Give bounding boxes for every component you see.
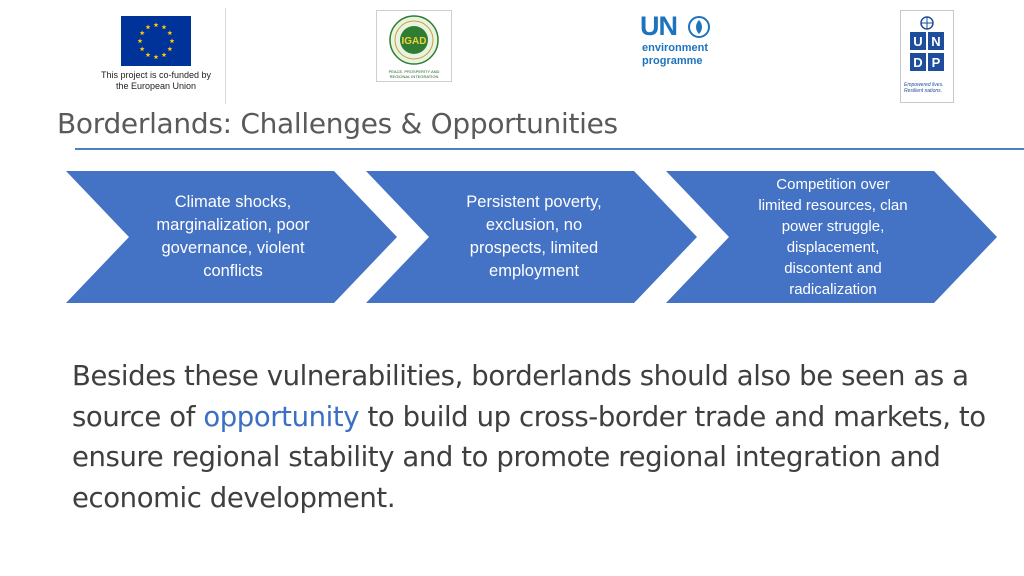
eu-caption-line2: the European Union: [115, 81, 197, 91]
eu-caption-line1: This project is co-funded by: [100, 70, 212, 80]
undp-letter: N: [931, 34, 941, 49]
highlight-opportunity: opportunity: [203, 400, 360, 433]
unep-line1: environment: [642, 42, 709, 54]
paragraph-before: Besides these vulnerabilities, borderlands should also be seen as a source of: [72, 360, 969, 433]
chevron-1-line: Climate shocks,: [174, 193, 292, 211]
igad-caption-line2: REGIONAL INTEGRATION: [389, 74, 439, 79]
chevron-2-line: employment: [489, 262, 579, 280]
chevron-3-line: Competition over: [776, 176, 890, 193]
chevron-3-line: power struggle,: [781, 218, 885, 235]
chevron-1-line: governance, violent: [161, 239, 305, 257]
undp-letter: D: [913, 55, 923, 70]
body-paragraph: [72, 356, 1002, 518]
page-title: Borderlands: Challenges & Opportunities: [57, 107, 618, 140]
chevron-3-text: [733, 172, 933, 302]
unep-mark: UN: [640, 11, 677, 41]
chevron-1-line: conflicts: [203, 262, 263, 280]
chevron-3-line: discontent and: [784, 260, 882, 277]
chevron-1-line: marginalization, poor: [156, 216, 310, 234]
undp-letter: U: [913, 34, 923, 49]
chevron-3-line: radicalization: [789, 281, 877, 298]
undp-letter: P: [931, 55, 941, 70]
chevron-2-line: prospects, limited: [469, 239, 599, 257]
chevron-1-text: [133, 190, 333, 284]
unep-line2: programme: [642, 55, 703, 67]
chevron-3-line: displacement,: [786, 239, 880, 256]
igad-caption-line1: PEACE, PROSPERITY AND: [388, 69, 440, 74]
chevron-2-text: [434, 190, 634, 284]
undp-tagline-line2: Resilient nations.: [904, 88, 943, 94]
igad-wordmark: IGAD: [401, 36, 427, 47]
undp-tagline-line1: Empowered lives.: [904, 82, 944, 88]
chevron-2-line: Persistent poverty,: [466, 193, 602, 211]
paragraph-after: to build up cross-border trade and markets, to ensure regional stability and to promote regional integration and economic development.: [72, 400, 986, 514]
chevron-3-line: limited resources, clan: [758, 197, 908, 214]
chevron-2-line: exclusion, no: [485, 216, 583, 234]
